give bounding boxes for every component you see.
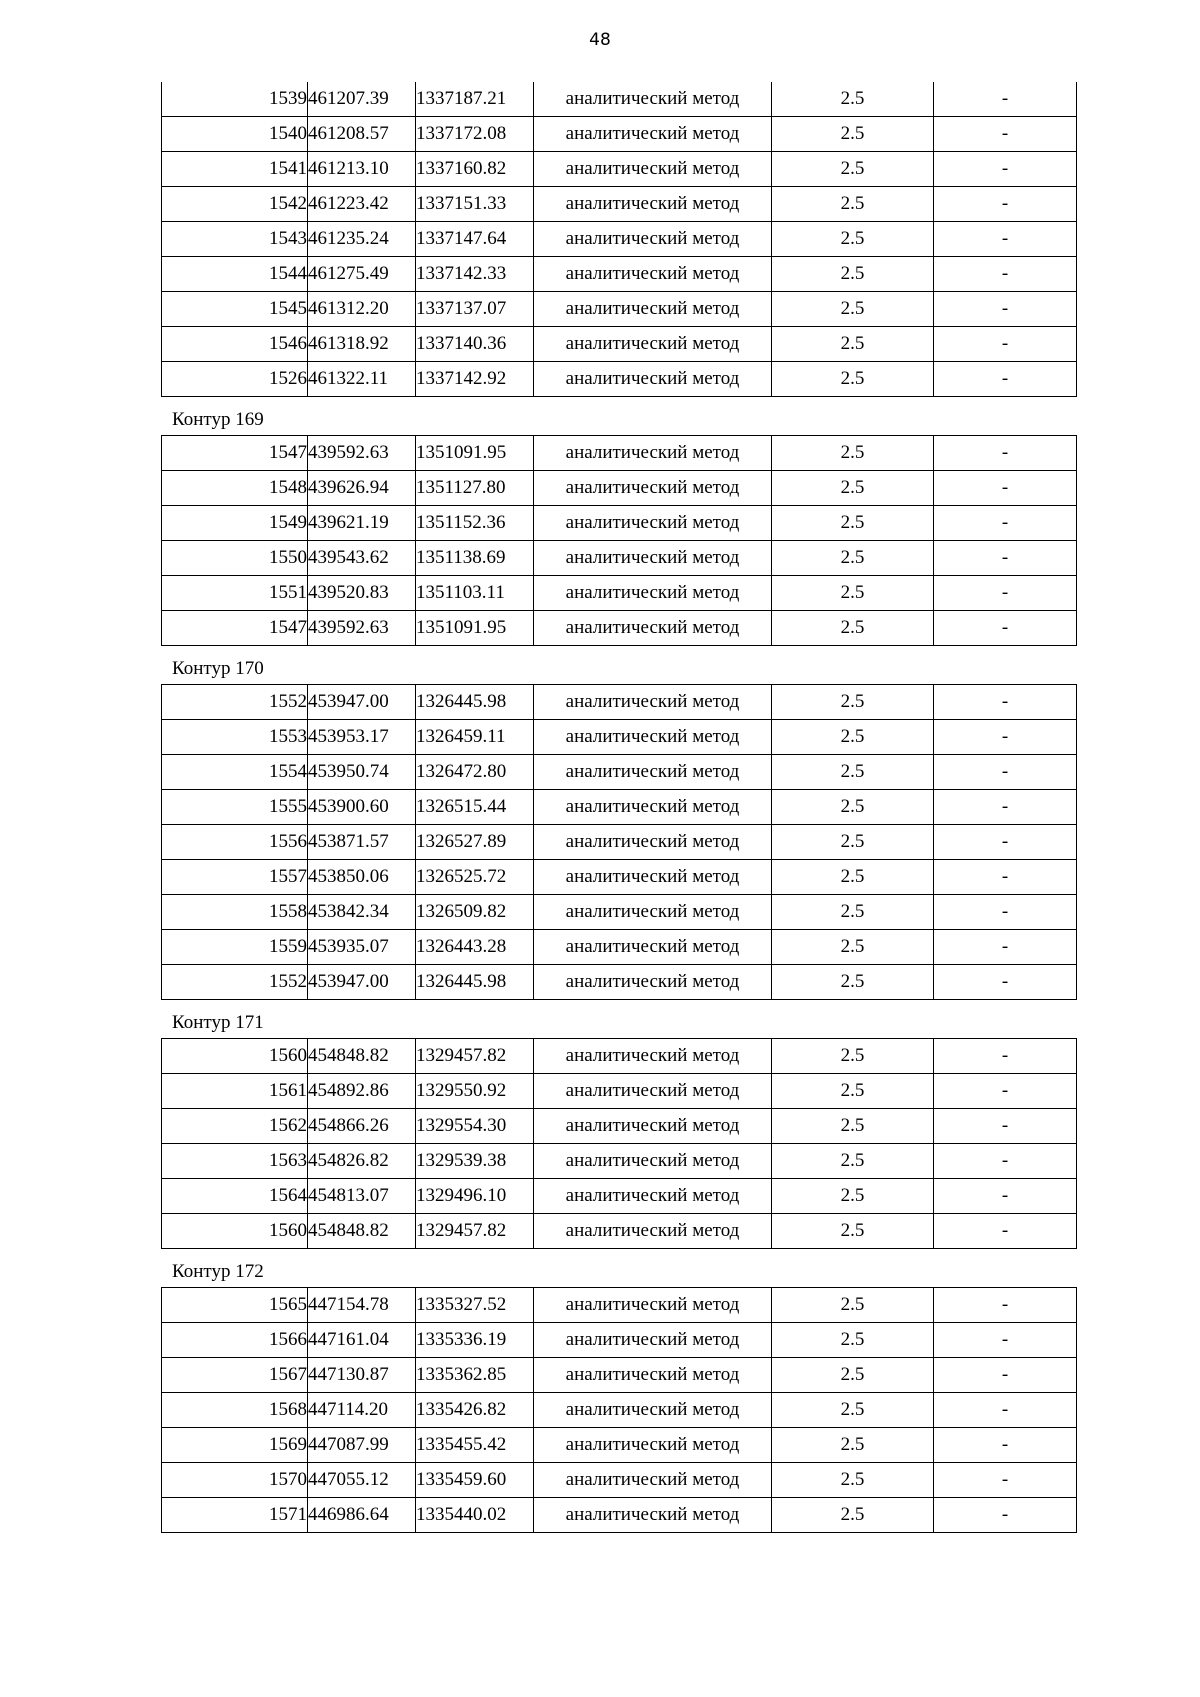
point-number-cell: 1542	[162, 187, 308, 222]
note-cell: -	[934, 327, 1077, 362]
accuracy-cell: 2.5	[772, 187, 934, 222]
table-row	[162, 860, 1077, 895]
y-coordinate-cell: 1329457.82	[416, 1039, 534, 1074]
accuracy-cell: 2.5	[772, 611, 934, 646]
note-cell: -	[934, 1358, 1077, 1393]
y-coordinate-cell: 1351127.80	[416, 471, 534, 506]
y-coordinate-cell: 1337160.82	[416, 152, 534, 187]
table-row	[162, 506, 1077, 541]
y-coordinate-cell: 1351152.36	[416, 506, 534, 541]
method-cell: аналитический метод	[534, 1109, 772, 1144]
method-cell: аналитический метод	[534, 1214, 772, 1249]
y-coordinate-cell: 1326525.72	[416, 860, 534, 895]
x-coordinate-cell: 461318.92	[308, 327, 416, 362]
note-cell: -	[934, 1428, 1077, 1463]
method-cell: аналитический метод	[534, 1358, 772, 1393]
accuracy-cell: 2.5	[772, 1074, 934, 1109]
x-coordinate-cell: 454813.07	[308, 1179, 416, 1214]
table-row	[162, 825, 1077, 860]
method-cell: аналитический метод	[534, 685, 772, 720]
point-number-cell: 1565	[162, 1288, 308, 1323]
method-cell: аналитический метод	[534, 576, 772, 611]
table-row	[162, 1288, 1077, 1323]
point-number-cell: 1560	[162, 1039, 308, 1074]
x-coordinate-cell: 446986.64	[308, 1498, 416, 1533]
note-cell: -	[934, 1109, 1077, 1144]
method-cell: аналитический метод	[534, 1144, 772, 1179]
table-row	[162, 1214, 1077, 1249]
note-cell: -	[934, 611, 1077, 646]
method-cell: аналитический метод	[534, 1288, 772, 1323]
note-cell: -	[934, 825, 1077, 860]
y-coordinate-cell: 1337172.08	[416, 117, 534, 152]
x-coordinate-cell: 453935.07	[308, 930, 416, 965]
point-number-cell: 1561	[162, 1074, 308, 1109]
y-coordinate-cell: 1337142.33	[416, 257, 534, 292]
method-cell: аналитический метод	[534, 541, 772, 576]
x-coordinate-cell: 461213.10	[308, 152, 416, 187]
y-coordinate-cell: 1335440.02	[416, 1498, 534, 1533]
table-row	[162, 117, 1077, 152]
note-cell: -	[934, 82, 1077, 117]
x-coordinate-cell: 453947.00	[308, 685, 416, 720]
accuracy-cell: 2.5	[772, 117, 934, 152]
x-coordinate-cell: 453850.06	[308, 860, 416, 895]
accuracy-cell: 2.5	[772, 1214, 934, 1249]
note-cell: -	[934, 685, 1077, 720]
point-number-cell: 1549	[162, 506, 308, 541]
note-cell: -	[934, 1214, 1077, 1249]
table-row	[162, 576, 1077, 611]
y-coordinate-cell: 1326527.89	[416, 825, 534, 860]
table-row	[162, 1463, 1077, 1498]
table-row	[162, 541, 1077, 576]
note-cell: -	[934, 117, 1077, 152]
note-cell: -	[934, 1323, 1077, 1358]
coordinates-table	[161, 82, 1077, 397]
point-number-cell: 1539	[162, 82, 308, 117]
y-coordinate-cell: 1329496.10	[416, 1179, 534, 1214]
table-row	[162, 611, 1077, 646]
x-coordinate-cell: 454848.82	[308, 1039, 416, 1074]
method-cell: аналитический метод	[534, 755, 772, 790]
y-coordinate-cell: 1335362.85	[416, 1358, 534, 1393]
method-cell: аналитический метод	[534, 825, 772, 860]
method-cell: аналитический метод	[534, 930, 772, 965]
x-coordinate-cell: 439621.19	[308, 506, 416, 541]
y-coordinate-cell: 1329554.30	[416, 1109, 534, 1144]
accuracy-cell: 2.5	[772, 790, 934, 825]
note-cell: -	[934, 1179, 1077, 1214]
x-coordinate-cell: 439592.63	[308, 611, 416, 646]
method-cell: аналитический метод	[534, 1323, 772, 1358]
table-row	[162, 292, 1077, 327]
point-number-cell: 1547	[162, 611, 308, 646]
y-coordinate-cell: 1337187.21	[416, 82, 534, 117]
y-coordinate-cell: 1335455.42	[416, 1428, 534, 1463]
page-number: 48	[589, 30, 611, 50]
point-number-cell: 1568	[162, 1393, 308, 1428]
x-coordinate-cell: 453842.34	[308, 895, 416, 930]
y-coordinate-cell: 1351103.11	[416, 576, 534, 611]
accuracy-cell: 2.5	[772, 965, 934, 1000]
accuracy-cell: 2.5	[772, 825, 934, 860]
y-coordinate-cell: 1326472.80	[416, 755, 534, 790]
x-coordinate-cell: 439592.63	[308, 436, 416, 471]
table-row	[162, 1393, 1077, 1428]
method-cell: аналитический метод	[534, 611, 772, 646]
method-cell: аналитический метод	[534, 1039, 772, 1074]
point-number-cell: 1552	[162, 685, 308, 720]
point-number-cell: 1547	[162, 436, 308, 471]
contour-heading: Контур 172	[172, 1261, 264, 1282]
accuracy-cell: 2.5	[772, 362, 934, 397]
x-coordinate-cell: 439543.62	[308, 541, 416, 576]
method-cell: аналитический метод	[534, 292, 772, 327]
x-coordinate-cell: 453900.60	[308, 790, 416, 825]
note-cell: -	[934, 1288, 1077, 1323]
point-number-cell: 1566	[162, 1323, 308, 1358]
note-cell: -	[934, 1074, 1077, 1109]
coordinates-table	[161, 435, 1077, 646]
method-cell: аналитический метод	[534, 152, 772, 187]
method-cell: аналитический метод	[534, 1179, 772, 1214]
x-coordinate-cell: 453950.74	[308, 755, 416, 790]
y-coordinate-cell: 1329550.92	[416, 1074, 534, 1109]
accuracy-cell: 2.5	[772, 1288, 934, 1323]
x-coordinate-cell: 454848.82	[308, 1214, 416, 1249]
accuracy-cell: 2.5	[772, 895, 934, 930]
table-row	[162, 82, 1077, 117]
x-coordinate-cell: 447114.20	[308, 1393, 416, 1428]
accuracy-cell: 2.5	[772, 1463, 934, 1498]
method-cell: аналитический метод	[534, 506, 772, 541]
x-coordinate-cell: 461275.49	[308, 257, 416, 292]
x-coordinate-cell: 454892.86	[308, 1074, 416, 1109]
point-number-cell: 1548	[162, 471, 308, 506]
table-row	[162, 257, 1077, 292]
accuracy-cell: 2.5	[772, 576, 934, 611]
method-cell: аналитический метод	[534, 436, 772, 471]
table-row	[162, 720, 1077, 755]
point-number-cell: 1543	[162, 222, 308, 257]
note-cell: -	[934, 187, 1077, 222]
point-number-cell: 1570	[162, 1463, 308, 1498]
y-coordinate-cell: 1351138.69	[416, 541, 534, 576]
table-row	[162, 1428, 1077, 1463]
method-cell: аналитический метод	[534, 895, 772, 930]
point-number-cell: 1558	[162, 895, 308, 930]
x-coordinate-cell: 447087.99	[308, 1428, 416, 1463]
note-cell: -	[934, 362, 1077, 397]
method-cell: аналитический метод	[534, 860, 772, 895]
table-row	[162, 755, 1077, 790]
note-cell: -	[934, 576, 1077, 611]
x-coordinate-cell: 461235.24	[308, 222, 416, 257]
y-coordinate-cell: 1335459.60	[416, 1463, 534, 1498]
method-cell: аналитический метод	[534, 471, 772, 506]
note-cell: -	[934, 860, 1077, 895]
y-coordinate-cell: 1326445.98	[416, 965, 534, 1000]
y-coordinate-cell: 1326445.98	[416, 685, 534, 720]
note-cell: -	[934, 755, 1077, 790]
x-coordinate-cell: 461208.57	[308, 117, 416, 152]
table-row	[162, 685, 1077, 720]
method-cell: аналитический метод	[534, 790, 772, 825]
table-row	[162, 1109, 1077, 1144]
point-number-cell: 1555	[162, 790, 308, 825]
y-coordinate-cell: 1329539.38	[416, 1144, 534, 1179]
y-coordinate-cell: 1335426.82	[416, 1393, 534, 1428]
x-coordinate-cell: 461312.20	[308, 292, 416, 327]
note-cell: -	[934, 965, 1077, 1000]
x-coordinate-cell: 461322.11	[308, 362, 416, 397]
point-number-cell: 1545	[162, 292, 308, 327]
x-coordinate-cell: 447055.12	[308, 1463, 416, 1498]
y-coordinate-cell: 1337142.92	[416, 362, 534, 397]
note-cell: -	[934, 1144, 1077, 1179]
accuracy-cell: 2.5	[772, 720, 934, 755]
point-number-cell: 1560	[162, 1214, 308, 1249]
method-cell: аналитический метод	[534, 1428, 772, 1463]
table-row	[162, 1144, 1077, 1179]
y-coordinate-cell: 1326509.82	[416, 895, 534, 930]
table-row	[162, 1179, 1077, 1214]
accuracy-cell: 2.5	[772, 1109, 934, 1144]
note-cell: -	[934, 790, 1077, 825]
method-cell: аналитический метод	[534, 257, 772, 292]
table-row	[162, 436, 1077, 471]
table-row	[162, 1039, 1077, 1074]
table-row	[162, 930, 1077, 965]
coordinates-table	[161, 684, 1077, 1000]
x-coordinate-cell: 453871.57	[308, 825, 416, 860]
y-coordinate-cell: 1326443.28	[416, 930, 534, 965]
point-number-cell: 1563	[162, 1144, 308, 1179]
coordinates-document	[161, 82, 1076, 1533]
x-coordinate-cell: 447161.04	[308, 1323, 416, 1358]
x-coordinate-cell: 461223.42	[308, 187, 416, 222]
method-cell: аналитический метод	[534, 1498, 772, 1533]
point-number-cell: 1564	[162, 1179, 308, 1214]
table-row	[162, 1074, 1077, 1109]
point-number-cell: 1557	[162, 860, 308, 895]
table-row	[162, 1358, 1077, 1393]
note-cell: -	[934, 1463, 1077, 1498]
method-cell: аналитический метод	[534, 965, 772, 1000]
table-row	[162, 1498, 1077, 1533]
x-coordinate-cell: 439520.83	[308, 576, 416, 611]
point-number-cell: 1554	[162, 755, 308, 790]
note-cell: -	[934, 257, 1077, 292]
point-number-cell: 1556	[162, 825, 308, 860]
table-row	[162, 222, 1077, 257]
accuracy-cell: 2.5	[772, 82, 934, 117]
point-number-cell: 1552	[162, 965, 308, 1000]
table-row	[162, 1323, 1077, 1358]
y-coordinate-cell: 1351091.95	[416, 436, 534, 471]
y-coordinate-cell: 1337151.33	[416, 187, 534, 222]
note-cell: -	[934, 292, 1077, 327]
method-cell: аналитический метод	[534, 327, 772, 362]
note-cell: -	[934, 895, 1077, 930]
note-cell: -	[934, 436, 1077, 471]
accuracy-cell: 2.5	[772, 1039, 934, 1074]
accuracy-cell: 2.5	[772, 1179, 934, 1214]
point-number-cell: 1551	[162, 576, 308, 611]
contour-heading: Контур 170	[172, 658, 264, 679]
accuracy-cell: 2.5	[772, 152, 934, 187]
note-cell: -	[934, 541, 1077, 576]
y-coordinate-cell: 1326515.44	[416, 790, 534, 825]
x-coordinate-cell: 447154.78	[308, 1288, 416, 1323]
point-number-cell: 1569	[162, 1428, 308, 1463]
accuracy-cell: 2.5	[772, 1498, 934, 1533]
point-number-cell: 1540	[162, 117, 308, 152]
x-coordinate-cell: 461207.39	[308, 82, 416, 117]
y-coordinate-cell: 1351091.95	[416, 611, 534, 646]
note-cell: -	[934, 1393, 1077, 1428]
x-coordinate-cell: 453953.17	[308, 720, 416, 755]
point-number-cell: 1546	[162, 327, 308, 362]
accuracy-cell: 2.5	[772, 1144, 934, 1179]
method-cell: аналитический метод	[534, 1463, 772, 1498]
y-coordinate-cell: 1326459.11	[416, 720, 534, 755]
contour-heading: Контур 169	[172, 409, 264, 430]
table-row	[162, 187, 1077, 222]
table-row	[162, 362, 1077, 397]
method-cell: аналитический метод	[534, 222, 772, 257]
method-cell: аналитический метод	[534, 720, 772, 755]
accuracy-cell: 2.5	[772, 541, 934, 576]
note-cell: -	[934, 471, 1077, 506]
note-cell: -	[934, 1498, 1077, 1533]
method-cell: аналитический метод	[534, 1393, 772, 1428]
x-coordinate-cell: 453947.00	[308, 965, 416, 1000]
coordinates-table	[161, 1038, 1077, 1249]
y-coordinate-cell: 1337147.64	[416, 222, 534, 257]
x-coordinate-cell: 454826.82	[308, 1144, 416, 1179]
accuracy-cell: 2.5	[772, 292, 934, 327]
contour-heading: Контур 171	[172, 1012, 264, 1033]
table-row	[162, 471, 1077, 506]
point-number-cell: 1526	[162, 362, 308, 397]
table-row	[162, 327, 1077, 362]
point-number-cell: 1567	[162, 1358, 308, 1393]
method-cell: аналитический метод	[534, 82, 772, 117]
accuracy-cell: 2.5	[772, 1428, 934, 1463]
note-cell: -	[934, 222, 1077, 257]
y-coordinate-cell: 1337140.36	[416, 327, 534, 362]
method-cell: аналитический метод	[534, 1074, 772, 1109]
point-number-cell: 1553	[162, 720, 308, 755]
point-number-cell: 1544	[162, 257, 308, 292]
point-number-cell: 1550	[162, 541, 308, 576]
accuracy-cell: 2.5	[772, 327, 934, 362]
note-cell: -	[934, 506, 1077, 541]
table-row	[162, 152, 1077, 187]
point-number-cell: 1559	[162, 930, 308, 965]
accuracy-cell: 2.5	[772, 685, 934, 720]
table-row	[162, 790, 1077, 825]
method-cell: аналитический метод	[534, 187, 772, 222]
accuracy-cell: 2.5	[772, 436, 934, 471]
y-coordinate-cell: 1329457.82	[416, 1214, 534, 1249]
accuracy-cell: 2.5	[772, 222, 934, 257]
accuracy-cell: 2.5	[772, 1358, 934, 1393]
accuracy-cell: 2.5	[772, 471, 934, 506]
coordinates-table	[161, 1287, 1077, 1533]
point-number-cell: 1541	[162, 152, 308, 187]
table-row	[162, 965, 1077, 1000]
accuracy-cell: 2.5	[772, 860, 934, 895]
table-row	[162, 895, 1077, 930]
y-coordinate-cell: 1335327.52	[416, 1288, 534, 1323]
x-coordinate-cell: 454866.26	[308, 1109, 416, 1144]
accuracy-cell: 2.5	[772, 506, 934, 541]
x-coordinate-cell: 439626.94	[308, 471, 416, 506]
y-coordinate-cell: 1337137.07	[416, 292, 534, 327]
note-cell: -	[934, 1039, 1077, 1074]
method-cell: аналитический метод	[534, 362, 772, 397]
y-coordinate-cell: 1335336.19	[416, 1323, 534, 1358]
accuracy-cell: 2.5	[772, 1323, 934, 1358]
method-cell: аналитический метод	[534, 117, 772, 152]
note-cell: -	[934, 720, 1077, 755]
accuracy-cell: 2.5	[772, 930, 934, 965]
x-coordinate-cell: 447130.87	[308, 1358, 416, 1393]
note-cell: -	[934, 152, 1077, 187]
accuracy-cell: 2.5	[772, 755, 934, 790]
note-cell: -	[934, 930, 1077, 965]
accuracy-cell: 2.5	[772, 1393, 934, 1428]
point-number-cell: 1562	[162, 1109, 308, 1144]
accuracy-cell: 2.5	[772, 257, 934, 292]
point-number-cell: 1571	[162, 1498, 308, 1533]
